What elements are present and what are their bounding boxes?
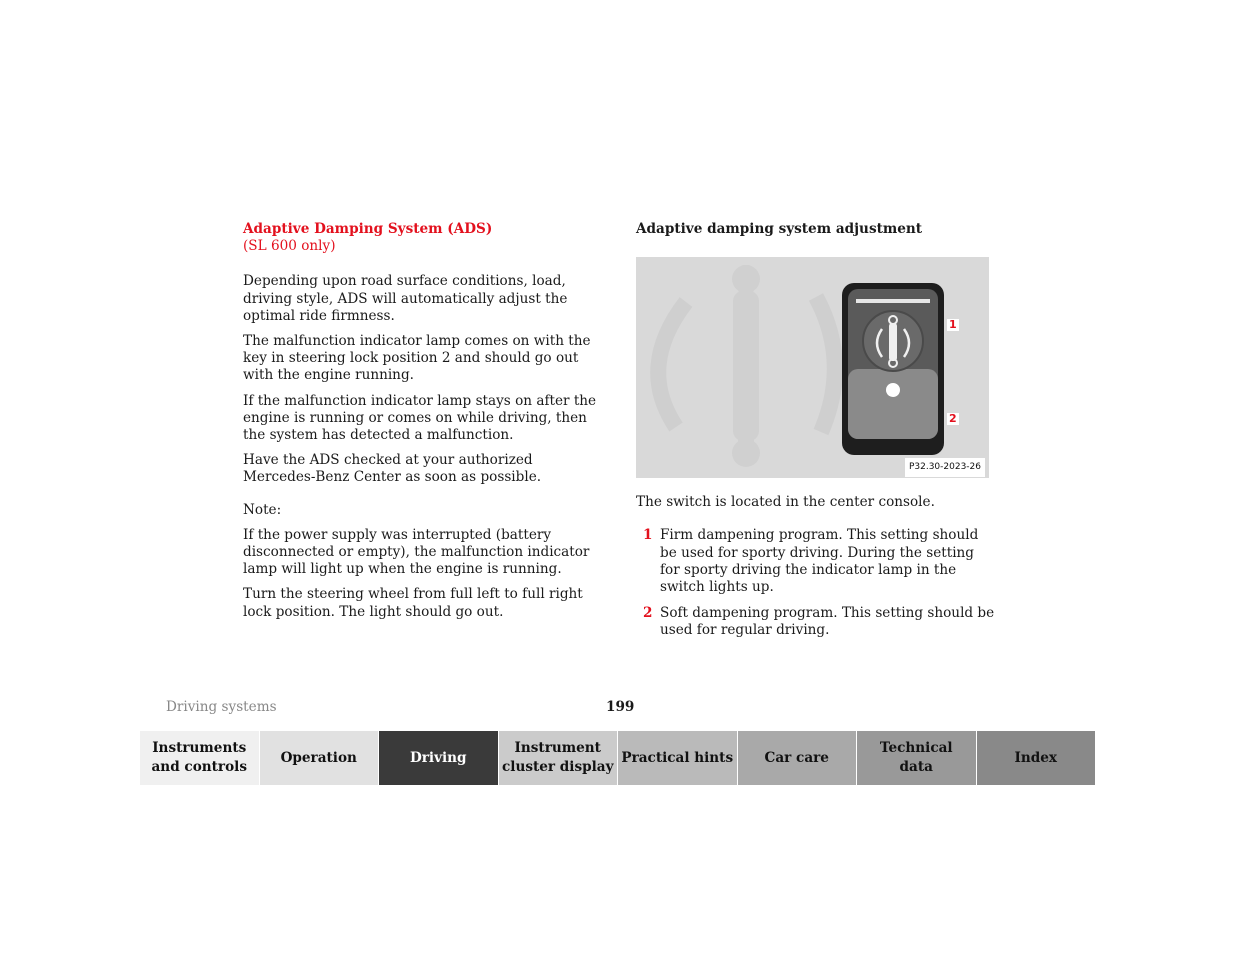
legend-text: Soft dampening program. This setting should be used for regular driving. [660, 605, 995, 639]
legend-number: 2 [643, 605, 653, 622]
tab-index[interactable]: Index [976, 731, 1096, 785]
tab-practical-hints[interactable]: Practical hints [617, 731, 737, 785]
left-column [243, 221, 605, 629]
legend-item [636, 605, 996, 639]
tab-driving[interactable]: Driving [378, 731, 498, 785]
ads-switch-figure [636, 257, 989, 478]
legend-list [636, 527, 996, 639]
paragraph: The malfunction indicator lamp comes on with the key in steering lock position 2 and should go out with the engine running. [243, 333, 591, 384]
legend-number: 1 [643, 527, 653, 544]
paragraph: Depending upon road surface conditions, load, driving style, ADS will automatically adjust the optimal ride firmness. [243, 273, 568, 324]
background-arrow-left-icon [658, 302, 686, 427]
legend-item [636, 527, 996, 596]
chapter-tab-bar [140, 731, 1095, 785]
callout-2: 2 [949, 412, 957, 426]
background-shock-absorber-icon [732, 265, 760, 467]
tab-car-care[interactable]: Car care [737, 731, 857, 785]
callout-1: 1 [949, 318, 957, 332]
ads-switch-illustration [636, 257, 989, 478]
right-column [636, 221, 996, 649]
background-arrow-right-icon [816, 297, 835, 432]
paragraph: If the malfunction indicator lamp stays on after the engine is running or comes on while driving, then the system has detected a malfunction. [243, 392, 597, 444]
section-subtitle: (SL 600 only) [243, 238, 336, 255]
footer-section-label: Driving systems [166, 699, 277, 715]
tab-instruments-and-controls[interactable]: Instruments and controls [140, 731, 259, 785]
figure-heading: Adaptive damping system adjustment [636, 221, 923, 237]
switch-dot-icon [886, 383, 900, 397]
figure-code: P32.30-2023-26 [905, 458, 985, 477]
paragraph: Have the ADS checked at your authorized Mercedes-Benz Center as soon as possible. [243, 452, 542, 486]
legend-text: Firm dampening program. This setting should be used for sporty driving. During the setting for sporty driving the indicator lamp in the switch lights up. [660, 527, 979, 596]
section-title: Adaptive Damping System (ADS) [243, 221, 493, 237]
tab-operation[interactable]: Operation [259, 731, 379, 785]
note-label: Note: [243, 501, 282, 518]
page-number: 199 [606, 699, 635, 715]
note-paragraph: If the power supply was interrupted (battery disconnected or empty), the malfunction indicator lamp will light up when the engine is running. [243, 526, 590, 578]
tab-technical-data[interactable]: Technical data [856, 731, 976, 785]
switch-lower-half [848, 369, 938, 439]
figure-caption: The switch is located in the center console. [636, 494, 935, 511]
note-paragraph: Turn the steering wheel from full left to full right lock position. The light should go out. [243, 586, 583, 620]
tab-instrument-cluster-display[interactable]: Instrument cluster display [498, 731, 618, 785]
indicator-lamp-strip [856, 299, 930, 303]
